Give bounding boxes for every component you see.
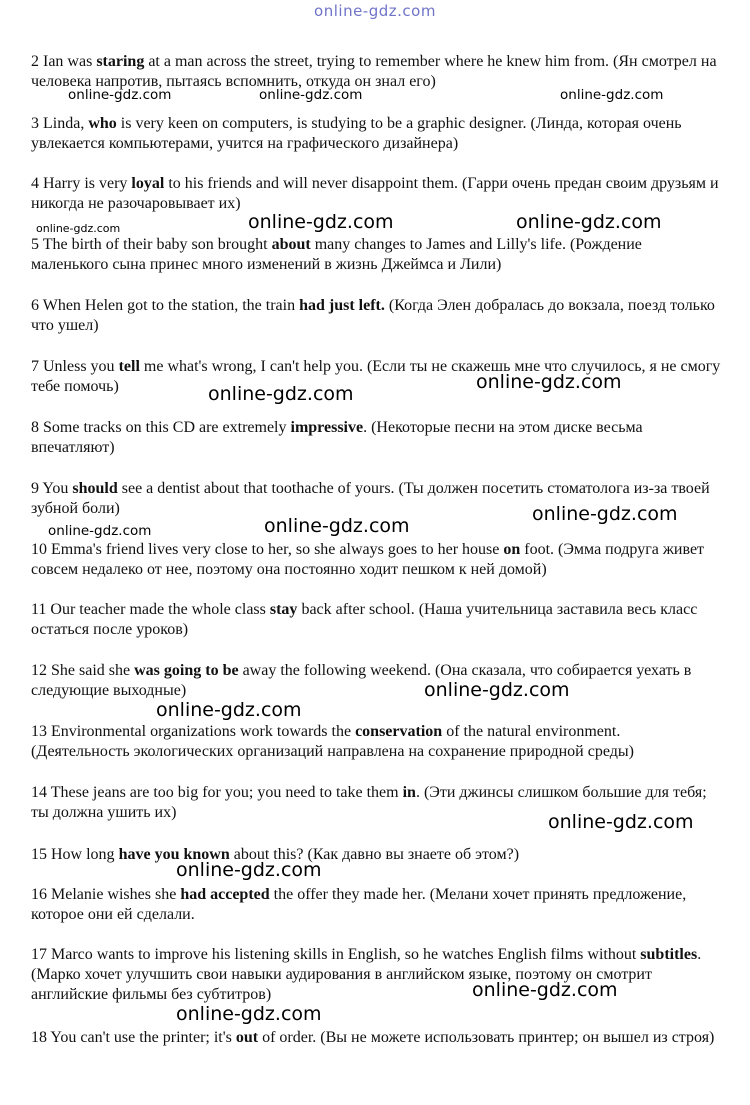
answer-word: about: [271, 236, 311, 253]
answer-word: on: [503, 541, 521, 558]
sentence-text: of the natural environment. (Деятельность экологических организаций направлена на сохранение природной среды): [31, 723, 634, 760]
sentence-text: is very keen on computers, is studying to be a graphic designer. (Линда, которая очень увлекается компьютерами, учится на графического дизайнера): [31, 115, 682, 152]
header-watermark: online-gdz.com: [314, 2, 436, 20]
sentence-text: at a man across the street, trying to remember where he knew him from. (Ян смотрел на человека напротив, пытаясь вспомнить, откуда он знал его): [31, 53, 717, 90]
sentence-text: me what's wrong, I can't help you. (Если ты не скажешь мне что случилось, я не смогу тебе помочь): [31, 358, 721, 395]
answer-word: loyal: [131, 175, 165, 192]
sentence-text: of order. (Вы не можете использовать принтер; он вышел из строя): [258, 1029, 715, 1046]
watermark: online-gdz.com: [208, 383, 354, 405]
answer-word: had just left.: [299, 297, 385, 314]
watermark: online-gdz.com: [264, 515, 410, 537]
watermark: online-gdz.com: [259, 87, 363, 103]
exercise-item: [31, 1028, 721, 1048]
exercise-item: [31, 235, 721, 275]
sentence-text: back after school. (Наша учительница заставила весь класс остаться после уроков): [31, 601, 698, 638]
watermark: online-gdz.com: [248, 211, 394, 233]
answer-word: have you known: [118, 846, 230, 863]
sentence-text: . (Эти джинсы слишком большие для тебя; ты должна ушить их): [31, 784, 707, 821]
watermark: online-gdz.com: [156, 699, 302, 721]
sentence-text: to his friends and will never disappoint them. (Гарри очень предан своим друзьям и никогда не разочаровывает их): [31, 175, 719, 212]
sentence-text: 3 Linda,: [31, 115, 89, 132]
exercise-item: [31, 114, 721, 154]
exercise-item: [31, 418, 721, 458]
exercise-item: [31, 174, 721, 214]
watermark: online-gdz.com: [560, 87, 664, 103]
sentence-text: 9 You: [31, 480, 73, 497]
answer-word: had accepted: [180, 886, 270, 903]
watermark: online-gdz.com: [472, 979, 618, 1001]
answer-word: impressive: [290, 419, 364, 436]
watermark: online-gdz.com: [176, 859, 322, 881]
answer-word: in: [402, 784, 416, 801]
sentence-text: see a dentist about that toothache of yours. (Ты должен посетить стоматолога из-за твоей зубной боли): [31, 480, 710, 517]
answer-word: conservation: [355, 723, 443, 740]
sentence-text: many changes to James and Lilly's life. (Рождение маленького сына принес много изменений в жизнь Джеймса и Лили): [31, 236, 642, 273]
exercise-item: [31, 722, 721, 762]
exercise-item: [31, 600, 721, 640]
watermark: online-gdz.com: [532, 503, 678, 525]
exercise-item: [31, 885, 721, 925]
sentence-text: . (Некоторые песни на этом диске весьма впечатляют): [31, 419, 643, 456]
sentence-text: 15 How long: [31, 846, 119, 863]
sentence-text: 2 Ian was: [31, 53, 97, 70]
answer-word: was going to be: [134, 662, 239, 679]
exercise-item: [31, 540, 721, 580]
sentence-text: 12 She said she: [31, 662, 135, 679]
sentence-text: about this? (Как давно вы знаете об этом?): [229, 846, 520, 863]
exercise-item: [31, 845, 721, 865]
sentence-text: 6 When Helen got to the station, the train: [31, 297, 300, 314]
sentence-text: 11 Our teacher made the whole class: [31, 601, 270, 618]
sentence-text: 17 Marco wants to improve his listening skills in English, so he watches English films without: [31, 946, 641, 963]
sentence-text: 13 Environmental organizations work towards the: [31, 723, 356, 740]
answer-word: who: [88, 115, 117, 132]
sentence-text: 14 These jeans are too big for you; you need to take them: [31, 784, 403, 801]
sentence-text: . (Марко хочет улучшить свои навыки аудирования в английском языке, поэтому он смотрит английские фильмы без субтитров): [31, 946, 702, 1003]
watermark: online-gdz.com: [36, 222, 121, 235]
sentence-text: 10 Emma's friend lives very close to her, so she always goes to her house: [31, 541, 504, 558]
sentence-text: 4 Harry is very: [31, 175, 132, 192]
sentence-text: away the following weekend. (Она сказала, что собирается уехать в следующие выходные): [31, 662, 692, 699]
sentence-text: 5 The birth of their baby son brought: [31, 236, 272, 253]
sentence-text: 16 Melanie wishes she: [31, 886, 181, 903]
exercise-item: [31, 296, 721, 336]
watermark: online-gdz.com: [476, 371, 622, 393]
sentence-text: 8 Some tracks on this CD are extremely: [31, 419, 291, 436]
answer-word: tell: [118, 358, 140, 375]
sentence-text: foot. (Эмма подруга живет совсем недалеко от нее, поэтому она постоянно ходит пешком к ней домой): [31, 541, 705, 578]
answer-word: staring: [96, 53, 145, 70]
watermark: online-gdz.com: [68, 87, 172, 103]
answer-word: stay: [269, 601, 298, 618]
sentence-text: (Когда Элен добралась до вокзала, поезд только что ушел): [31, 297, 715, 334]
watermark: online-gdz.com: [48, 523, 152, 539]
answer-word: subtitles: [640, 946, 698, 963]
sentence-text: 7 Unless you: [31, 358, 119, 375]
answer-word: out: [235, 1029, 259, 1046]
watermark: online-gdz.com: [424, 679, 570, 701]
exercise-item: [31, 661, 721, 701]
sentence-text: the offer they made her. (Мелани хочет принять предложение, которое они ей сделали.: [31, 886, 687, 923]
exercise-item: [31, 52, 721, 92]
answer-word: should: [72, 480, 118, 497]
watermark: online-gdz.com: [176, 1003, 322, 1025]
sentence-text: 18 You can't use the printer; it's: [31, 1029, 236, 1046]
watermark: online-gdz.com: [548, 811, 694, 833]
watermark: online-gdz.com: [516, 211, 662, 233]
